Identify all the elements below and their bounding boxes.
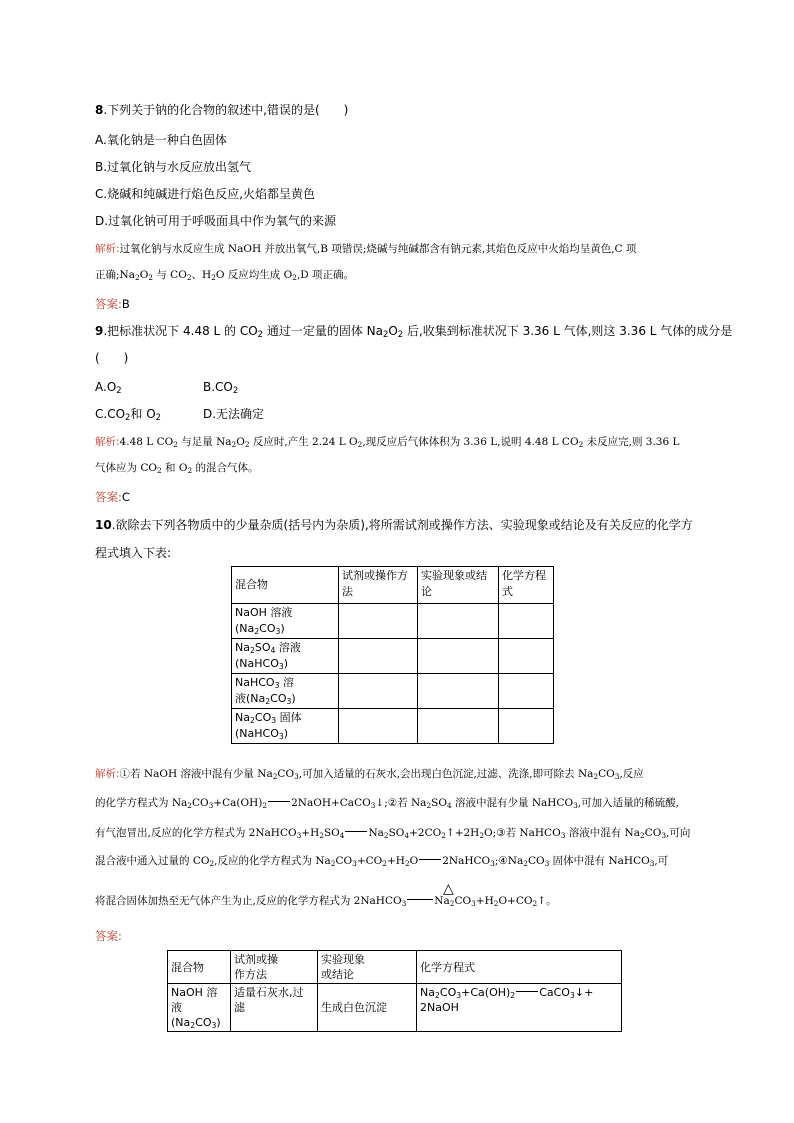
q10-analysis-line-5: 将混合固体加热至无气体产生为止,反应的化学方程式为 2NaHCO$_3$ $Na_2CO_3+H_2O+CO_2↑$。 — [95, 895, 557, 908]
q10-stem-line-1: 10.欲除去下列各物质中的少量杂质(括号内为杂质),将所需试剂或操作方法、实验现象或结论及有关反应的化学方 — [95, 518, 693, 532]
q8-answer — [95, 296, 130, 312]
header-phenomenon: 实验现象或结 论 — [418, 567, 499, 604]
analysis-label: 解析: — [95, 436, 120, 448]
table-header-row — [232, 567, 554, 604]
answer-header-phenomenon: 实验现象 或结论 — [318, 951, 417, 984]
table-row — [232, 709, 554, 744]
q10-stem-line-2: 程式填入下表: — [95, 546, 172, 560]
q9-analysis-line-1: 解析:4.48 L $CO_2$ 与足量 $Na_2O_2$ 反应时,产生 2.24 L $O_2$,现反应后气体体积为 3.36 L,说明 4.48 L $CO_2$ 未反应完,则 3.36 L — [95, 436, 680, 449]
answer-label: 答案: — [95, 490, 122, 504]
q9-stem-line-2: ( ) — [95, 351, 129, 365]
q8-answer-value: B — [121, 297, 130, 311]
q9-analysis-line-2: 气体应为 $CO_2$ 和 $O_2$ 的混合气体。 — [95, 462, 259, 475]
row-mixture: NaOH 溶液$(Na_2CO_3)$ — [232, 604, 339, 639]
table-row — [232, 639, 554, 674]
answer-label: 答案: — [95, 297, 122, 311]
table-row — [232, 604, 554, 639]
table-row — [232, 674, 554, 709]
row-reagent-cell[interactable] — [339, 639, 418, 674]
answer-header-row — [168, 951, 622, 984]
row-mixture: NaHCO$_3$ 溶 液$(Na_2CO_3)$ — [232, 674, 339, 709]
row-phenomenon-cell[interactable] — [418, 674, 499, 709]
answer-phenomenon: 生成白色沉淀 — [318, 984, 417, 1032]
q8-option-b: B.过氧化钠与水反应放出氢气 — [95, 160, 252, 174]
q10-analysis-line-2: 的化学方程式为 $Na_2CO_3+Ca(OH)_2$ 2NaOH+CaCO$_3$↓;②若 $Na_2SO_4$ 溶液中混有少量 NaHCO$_3$,可加入适量的稀硫酸, — [95, 797, 679, 810]
q9-answer-value: C — [121, 490, 130, 504]
q10-analysis-line-1: 解析:①若 NaOH 溶液中混有少量 $Na_2CO_3$,可加入适量的石灰水,会出现白色沉淀,过滤、洗涤,即可除去 $Na_2CO_3$,反应 — [95, 768, 644, 781]
answer-header-reagent: 试剂或操 作方法 — [231, 951, 318, 984]
header-mixture: 混合物 — [232, 567, 339, 604]
analysis-label: 解析: — [95, 768, 120, 780]
q8-analysis-line-2: 正确$;Na_2O_2$ 与 $CO_2$、$H_2O$ 反应均生成 $O_2,D$ 项正确。 — [95, 269, 355, 282]
q9-option-d: D.无法确定 — [203, 407, 265, 421]
q10-analysis-line-4: 混合液中通入过量的 $CO_2$,反应的化学方程式为 $Na_2CO_3+CO_2+H_2O$ $2NaHCO_3;④Na_2CO_3$ 固体中混有 NaHCO$_3$,可 — [95, 855, 669, 868]
row-equation-cell[interactable] — [499, 674, 554, 709]
q8-option-c: C.烧碱和纯碱进行焰色反应,火焰都呈黄色 — [95, 187, 316, 201]
header-equation: 化学方程 式 — [499, 567, 554, 604]
q8-option-d: D.过氧化钠可用于呼吸面具中作为氧气的来源 — [95, 214, 337, 228]
header-reagent: 试剂或操作方 法 — [339, 567, 418, 604]
row-reagent-cell[interactable] — [339, 674, 418, 709]
q8-option-a: A.氧化钠是一种白色固体 — [95, 133, 227, 147]
answer-label: 答案: — [95, 929, 122, 943]
row-equation-cell[interactable] — [499, 639, 554, 674]
row-mixture: $Na_2CO_3$ 固体 (NaHCO$_3$) — [232, 709, 339, 744]
heat-delta-symbol: △ — [443, 881, 454, 897]
q9-option-a: $A.O_2$ — [95, 380, 122, 395]
row-mixture: $Na_2SO_4$ 溶液 (NaHCO$_3$) — [232, 639, 339, 674]
row-equation-cell[interactable] — [499, 709, 554, 744]
q10-answer-table — [167, 950, 622, 1032]
q10-analysis-line-3: 有气泡冒出,反应的化学方程式为 $2NaHCO_3+H_2SO_4$ $Na_2SO_4+2CO_2↑+2H_2O;③$若 NaHCO$_3$ 溶液中混有 $Na_2CO_3$,可向 — [95, 827, 691, 840]
row-phenomenon-cell[interactable] — [418, 639, 499, 674]
q9-answer — [95, 489, 130, 505]
answer-equation: $Na_2CO_3+Ca(OH)_2$ CaCO$_3$↓+ 2NaOH — [417, 984, 622, 1032]
row-phenomenon-cell[interactable] — [418, 709, 499, 744]
q10-answer — [95, 928, 122, 944]
answer-header-equation: 化学方程式 — [417, 951, 622, 984]
q9-option-b: $B.CO_2$ — [203, 380, 239, 395]
answer-mixture: NaOH 溶液 $(Na_2CO_3)$ — [168, 984, 231, 1032]
answer-row — [168, 984, 622, 1032]
q10-question-table — [231, 566, 554, 744]
row-reagent-cell[interactable] — [339, 604, 418, 639]
analysis-label: 解析: — [95, 243, 120, 255]
q8-analysis-line-1: 解析:过氧化钠与水反应生成 NaOH 并放出氧气,B 项错误;烧碱与纯碱都含有钠元素,其焰色反应中火焰均呈黄色,C 项 — [95, 243, 637, 255]
row-phenomenon-cell[interactable] — [418, 604, 499, 639]
q8-stem: 8.下列关于钠的化合物的叙述中,错误的是( ) — [95, 103, 349, 117]
row-equation-cell[interactable] — [499, 604, 554, 639]
answer-header-mixture: 混合物 — [168, 951, 231, 984]
q9-stem-line-1: 9.把标准状况下 4.48 L 的 $CO_2$ 通过一定量的固体 $Na_2O_2$ 后,收集到标准状况下 3.36 L 气体,则这 3.36 L 气体的成分是 — [95, 324, 733, 339]
answer-reagent: 适量石灰水,过 滤 — [231, 984, 318, 1032]
q9-option-c: $C.CO_2$和 $O_2$ — [95, 407, 161, 422]
row-reagent-cell[interactable] — [339, 709, 418, 744]
